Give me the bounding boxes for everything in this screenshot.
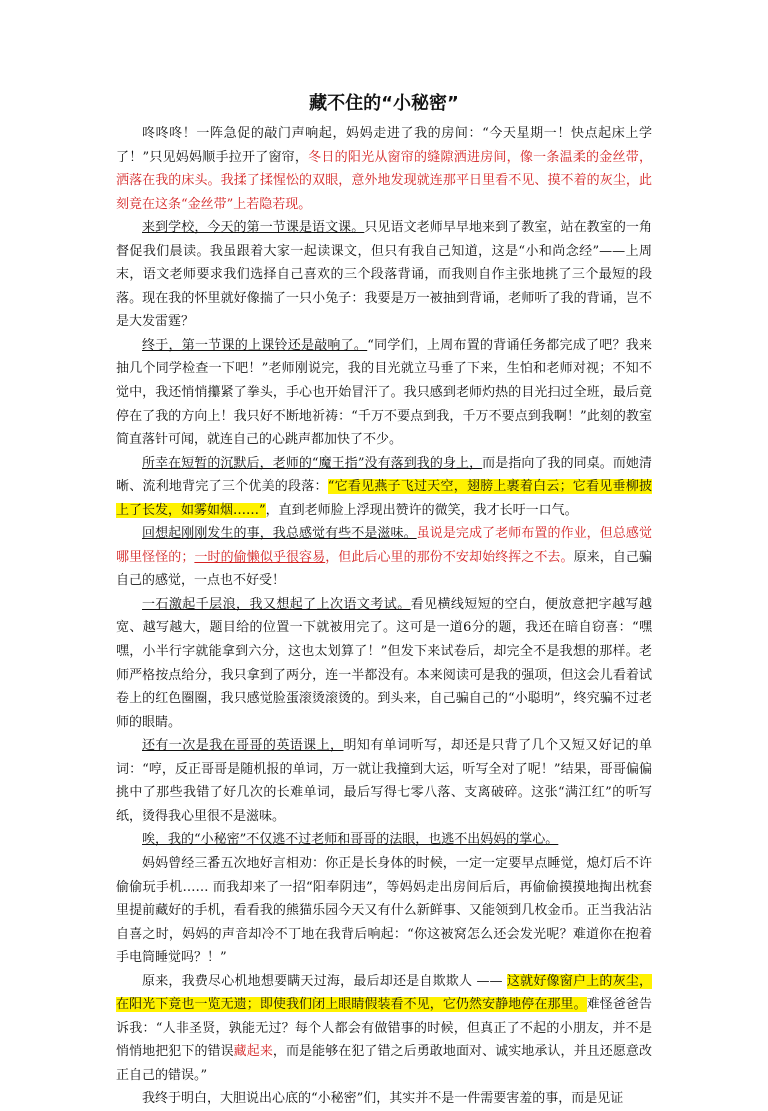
p8-underlined-text: 唉，我的“小秘密”不仅逃不过老师和哥哥的法眼，也逃不出妈妈的掌心。 xyxy=(142,832,559,848)
p4-highlighted-text: “它看见燕子飞过天空，翅膀上裹着白云；它看见垂柳披上了长发，如雾如烟……” xyxy=(116,479,652,518)
p9-text: 妈妈曾经三番五次地好言相劝：你正是长身体的时候，一定一定要早点睡觉，熄灯后不许偷偷玩手机…… 而我却来了一招“阳奉阴违”，等妈妈走出房间后后，再偷偷摸摸地掏出枕套里提前藏好的手机，看看我的熊猫乐园今天又有什么新鲜事、又能领到几枚金币。正当我沾沾自喜之时，妈妈的声音却冷不丁地在我背后响起：“你这被窝怎么还会发光呢？难道你在抱着手电筒睡觉吗？！” xyxy=(116,855,652,966)
p3-text: “同学们，上周布置的背诵任务都完成了吧？我来抽几个同学检查一下吧！”老师刚说完，我的目光就立马垂了下来，生怕和老师对视；不知不觉中，我还悄悄攥紧了拳头，手心也开始冒汗了。我只感到老师灼热的目光扫过全班，最后竟停在了我的方向上！我只好不断地祈祷：“千万不要点到我，千万不要点到我啊！”此刻的教室简直落针可闻，就连自己的心跳声都加快了不少。 xyxy=(116,337,652,448)
paragraph-1 xyxy=(116,122,652,216)
paragraph-10 xyxy=(116,970,652,1088)
p1-red-annotation: 冬日的阳光从窗帘的缝隙洒进房间，像一条温柔的金丝带，洒落在我的床头。我揉了揉惺忪的双眼，意外地发现就连那平日里看不见、摸不着的灰尘，此刻竟在这条“金丝带”上若隐若现。 xyxy=(116,149,652,212)
p10-text: 原来，我费尽心机地想要瞒天过海，最后却还是自欺欺人 —— xyxy=(142,973,507,989)
p5-underlined-text: 回想起刚刚发生的事，我总感觉有些不是滋味。 xyxy=(142,526,417,542)
p4-text-end: ，直到老师脸上浮现出赞许的微笑，我才长吁一口气。 xyxy=(265,502,578,518)
p3-underlined-text: 终于，第一节课的上课铃还是敲响了。 xyxy=(142,337,368,353)
p5-red-annotation-end: ，但此后心里的那份不安却始终挥之不去。 xyxy=(325,549,574,565)
p5-red-underlined: 一时的偷懒似乎很容易 xyxy=(194,549,326,565)
paragraph-3 xyxy=(116,334,652,452)
p4-text: 而是指向了我的同桌。而她清晰、流利地背完了三个优美的段落： xyxy=(116,455,652,495)
essay-body xyxy=(116,122,652,1111)
page-title: 藏不住的“小秘密” xyxy=(309,93,459,114)
p5-text: 原来，自己骗自己的感觉，一点也不好受！ xyxy=(116,549,652,589)
p6-text: 看见横线短短的空白，便放意把字越写越宽、越写越大，题目给的位置一下就被用完了。这可是一道6分的题，我还在暗自窃喜：“嘿嘿，小半行字就能拿到六分，这也太划算了！”但发下来试卷后，却完全不是我想的那样。老师严格按点给分，我只拿到了两分，连一半都没有。本来阅读可是我的强项，但这会儿看着试卷上的红色圈圈，我只感觉脸蛋滚烫滚烫的。到头来，自己骗自己的“小聪明”，终究骗不过老师的眼睛。 xyxy=(116,596,652,730)
p2-underlined-text: 来到学校，今天的第一节课是语文课。 xyxy=(142,220,365,236)
p1-text: 咚咚咚！一阵急促的敲门声响起，妈妈走进了我的房间：“今天星期一！快点起床上学了！”只见妈妈顺手拉开了窗帘， xyxy=(116,126,652,165)
p10-text-end: ，而是能够在犯了错之后勇敢地面对、诚实地承认，并且还愿意改正自己的错误。” xyxy=(116,1044,652,1083)
paragraph-7 xyxy=(116,734,652,828)
p2-text: 只见语文老师早早地来到了教室，站在教室的一角督促我们晨读。我虽跟着大家一起读课文，但只有我自己知道，这是“小和尚念经”——上周末，语文老师要求我们选择自己喜欢的三个段落背诵，而我则自作主张地挑了三个最短的段落。现在我的怀里就好像揣了一只小兔子：我要是万一被抽到背诵，老师听了我的背诵，岂不是大发雷霆？ xyxy=(116,220,652,330)
p7-underlined-text: 还有一次是我在哥哥的英语课上， xyxy=(142,738,344,754)
p4-underlined-text: 所幸在短暂的沉默后，老师的“魔王指”没有落到我的身上， xyxy=(142,455,483,471)
paragraph-9 xyxy=(116,852,652,970)
p7-text: 明知有单词听写，却还是只背了几个又短又好记的单词：“哼，反正哥哥是随机报的单词，万一就让我撞到大运，听写全对了呢！”结果，哥哥偏偏挑中了那些我错了好几次的长难单词，最后写得七零八落、支离破碎。这张“满江红”的听写纸，烫得我心里很不是滋味。 xyxy=(116,738,652,824)
p10-red-annotation: 藏起来 xyxy=(233,1044,273,1060)
p10-text-middle: 难怪爸爸告诉我：“人非圣贤，孰能无过？每个人都会有做错事的时候，但真正了不起的小朋友，并不是悄悄地把犯下的错误 xyxy=(116,997,652,1060)
paragraph-8 xyxy=(116,828,652,852)
paragraph-2 xyxy=(116,216,652,334)
p10-highlighted-text: 这就好像窗户上的灰尘，在阳光下竟也一览无遗；即使我们闭上眼睛假装看不见，它仍然安静地停在那里。 xyxy=(116,973,652,1013)
paragraph-4 xyxy=(116,452,652,523)
paragraph-11 xyxy=(116,1087,652,1111)
p5-red-annotation: 虽说是完成了老师布置的作业，但总感觉哪里怪怪的； xyxy=(116,526,652,565)
paragraph-5 xyxy=(116,522,652,593)
p11-text: 我终于明白，大胆说出心底的“小秘密”们，其实并不是一件需要害羞的事，而是见证 xyxy=(142,1091,624,1107)
paragraph-6 xyxy=(116,593,652,734)
p6-underlined-text: 一石激起千层浪，我又想起了上次语文考试。 xyxy=(142,596,411,612)
